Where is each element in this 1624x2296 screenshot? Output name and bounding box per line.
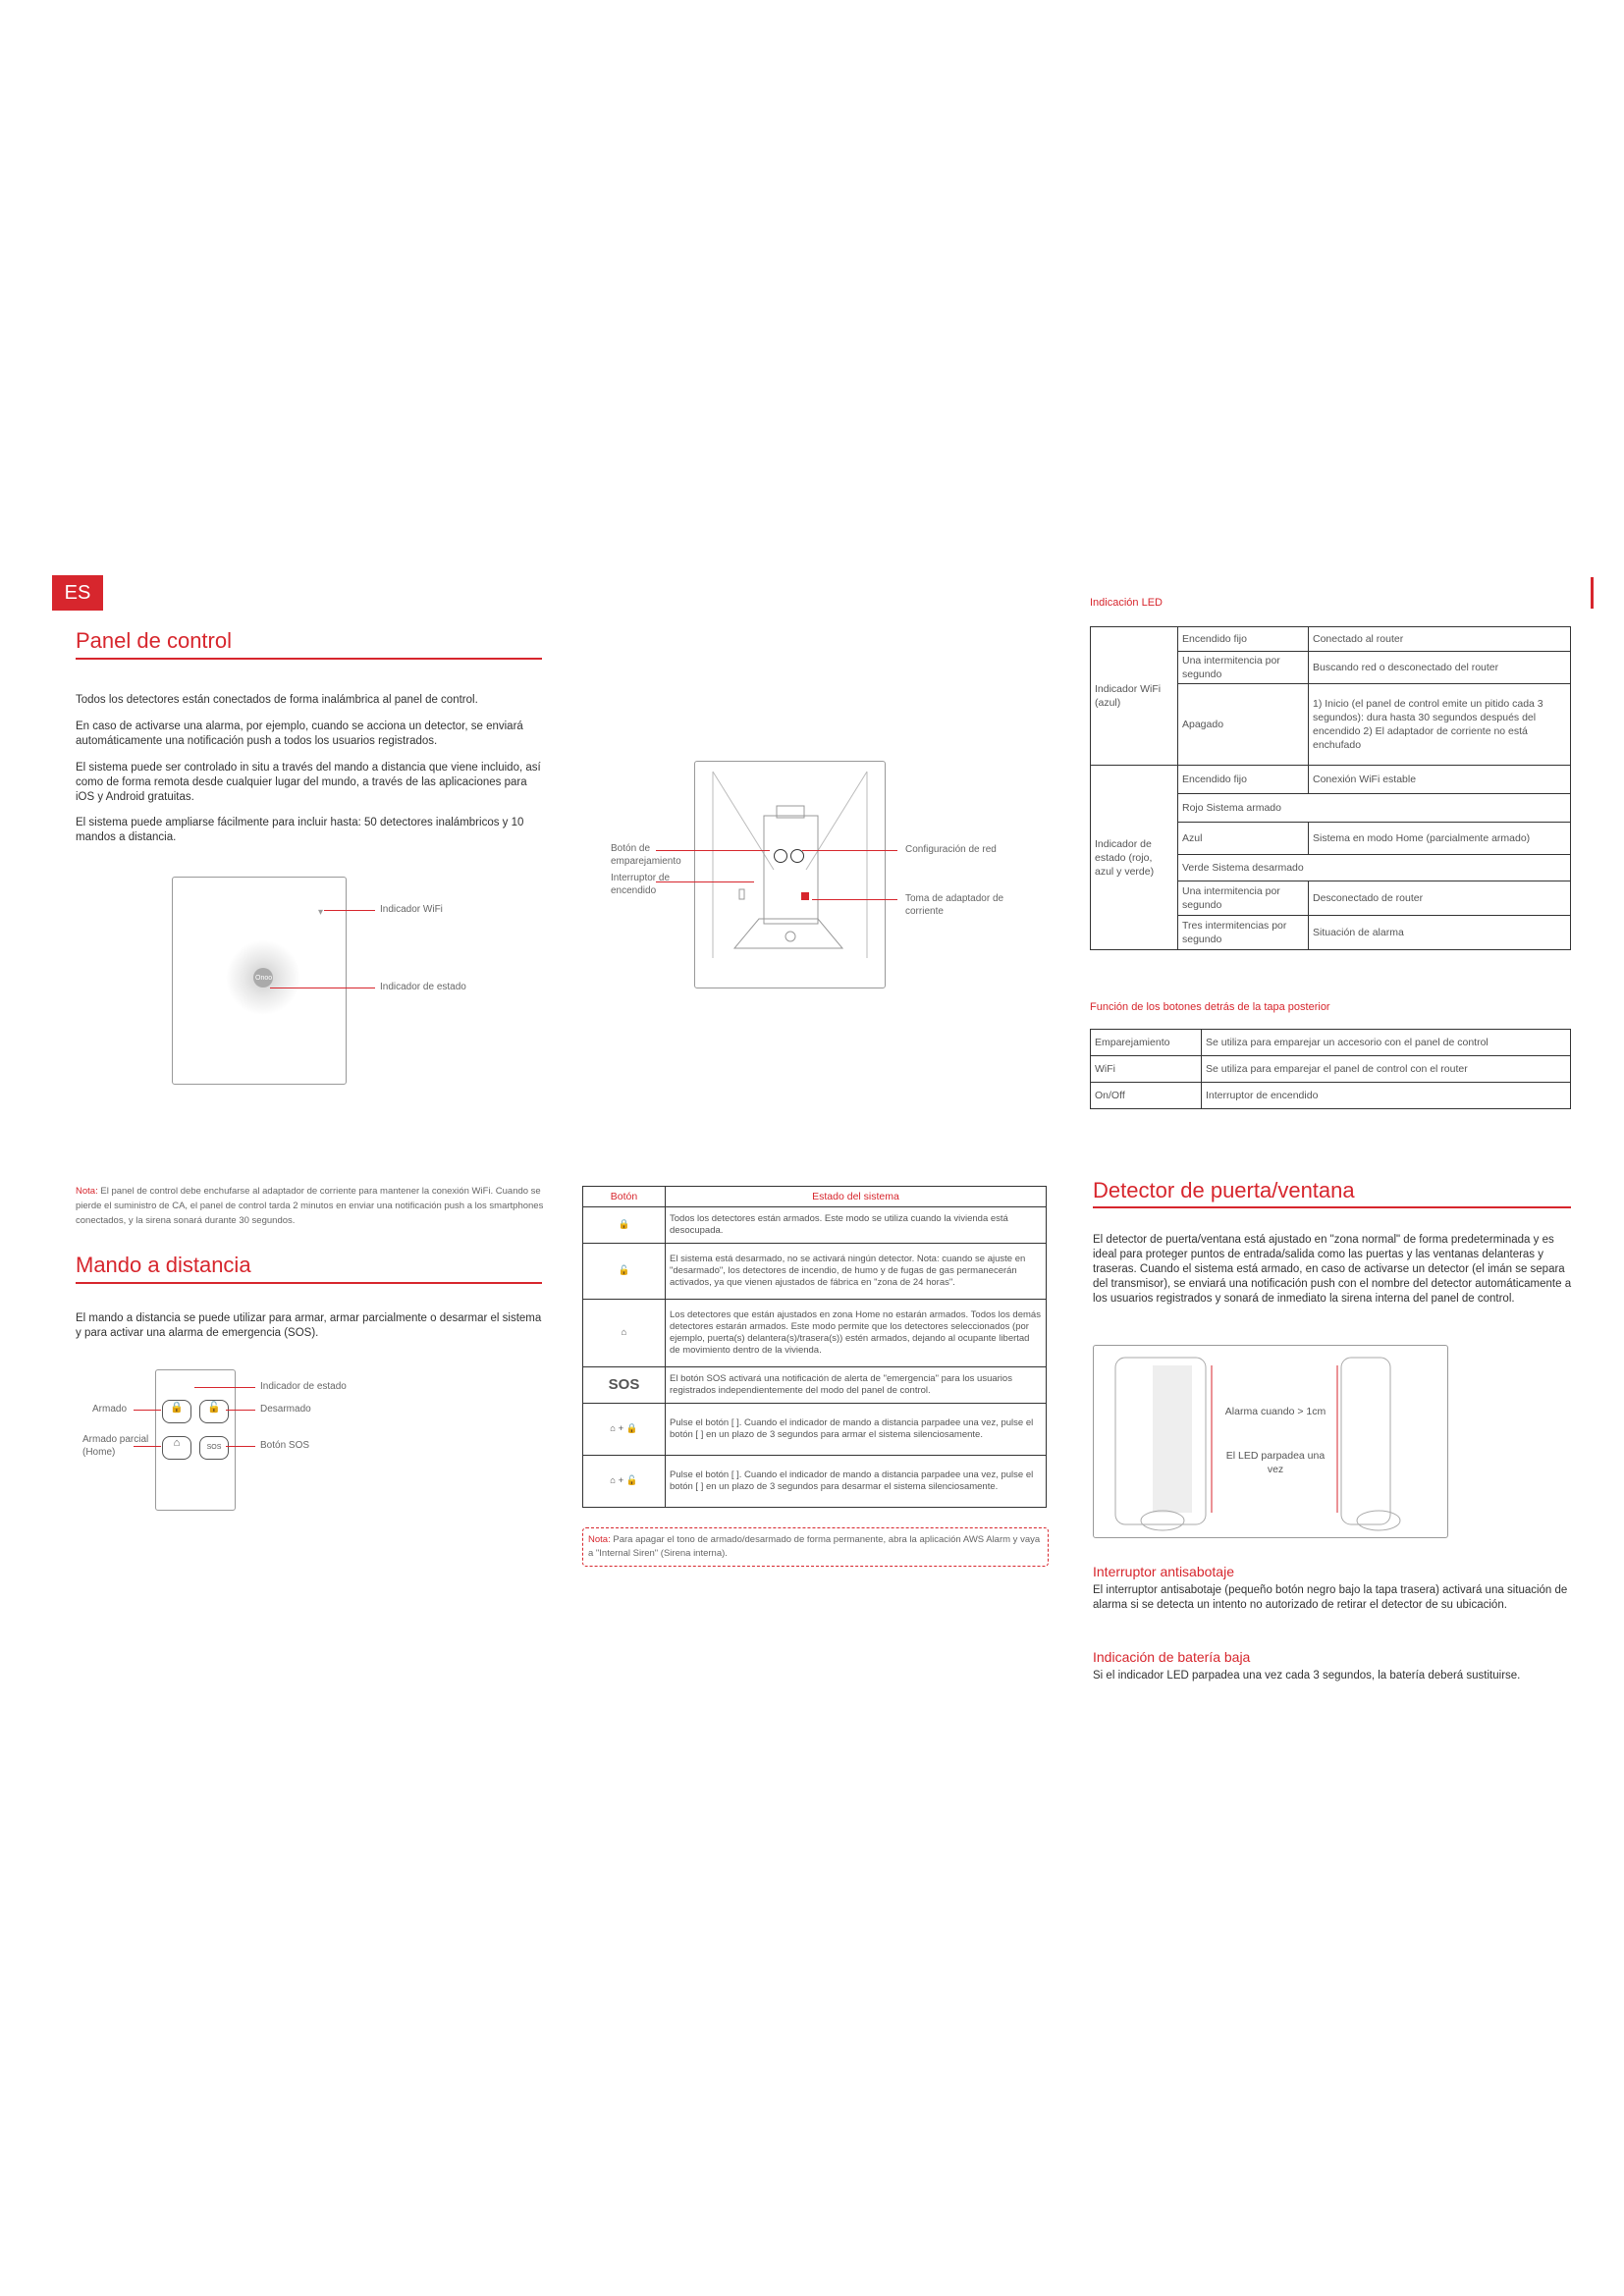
battery-title: Indicación de batería baja (1093, 1649, 1251, 1665)
led-wifi-state-1: Encendido fijo (1178, 627, 1309, 652)
door-alarm-label: Alarma cuando > 1cm (1224, 1406, 1326, 1417)
func-desc-1: Se utiliza para emparejar un accesorio con el panel de control (1202, 1030, 1571, 1056)
panel-title: Panel de control (76, 628, 232, 653)
func-table (1090, 1029, 1571, 1109)
home-plus-open-icon: ⌂ + 🔓 (583, 1456, 666, 1508)
led-table (1090, 626, 1571, 950)
btn-table-desc-6: Pulse el botón [ ]. Cuando el indicador de mando a distancia parpadee una vez, pulse el botón [ ] en un plazo de 3 segundos para desarmar el sistema silenciosamente. (666, 1456, 1047, 1508)
label-remote-armed: Armado (92, 1404, 128, 1415)
led-wifi-desc-3: 1) Inicio (el panel de control emite un pitido cada 3 segundos): dura hasta 30 segundos después del encendido 2) El adaptador de corriente no está enchufado (1309, 684, 1571, 766)
door-title-rule (1093, 1206, 1571, 1208)
led-wifi-group: Indicador WiFi (azul) (1091, 627, 1178, 766)
remote-title: Mando a distancia (76, 1253, 251, 1277)
label-power-switch: Interruptor de encendido (611, 873, 671, 896)
note-siren-text: Para apagar el tono de armado/desarmado de forma permanente, abra la aplicación AWS Alarm y vaya a "Internal Siren" (Sirena interna). (588, 1534, 1041, 1559)
func-desc-2: Se utiliza para emparejar el panel de control con el router (1202, 1056, 1571, 1083)
device-logo: Onoo (255, 975, 273, 982)
home-plus-lock-icon: ⌂ + 🔒 (583, 1404, 666, 1456)
btn-table-desc-5: Pulse el botón [ ]. Cuando el indicador de mando a distancia parpadee una vez, pulse el botón [ ] en un plazo de 3 segundos para armar el sistema silenciosamente. (666, 1404, 1047, 1456)
led-wifi-desc-2: Buscando red o desconectado del router (1309, 652, 1571, 684)
led-status-desc-5: Desconectado de router (1309, 881, 1571, 916)
func-name-3: On/Off (1091, 1083, 1202, 1109)
control-panel-front-illustration (172, 877, 347, 1085)
wifi-config-button (790, 849, 804, 863)
led-status-desc-1: Conexión WiFi estable (1309, 766, 1571, 794)
func-desc-3: Interruptor de encendido (1202, 1083, 1571, 1109)
label-remote-partial: Armado parcial (Home) (82, 1434, 149, 1458)
tamper-text: El interruptor antisabotaje (pequeño botón negro bajo la tapa trasera) activará una situación de alarma si se detecta un intento no autorizado de retirar el detector de su ubicación. (1093, 1584, 1568, 1611)
btn-table-desc-1: Todos los detectores están armados. Este modo se utiliza cuando la vivienda está desocupada. (666, 1207, 1047, 1244)
label-status-indicator: Indicador de estado (380, 982, 466, 992)
btn-table-desc-2: El sistema está desarmado, no se activará ningún detector. Nota: cuando se ajuste en "desarmado", los detectores de incendio, de humo y de fugas de gas permanecerán activados, ya que vienen ajustados de fábrica en "zona de 24 horas". (666, 1244, 1047, 1300)
label-pair-button: Botón de emparejamiento (611, 843, 681, 867)
label-remote-sos: Botón SOS (260, 1440, 310, 1451)
panel-para-3: El sistema puede ser controlado in situ a través del mando a distancia que viene incluido, así como de forma remota desde cualquier lugar del mundo, a través de las aplicaciones para iOS y Android gratuitas. (76, 762, 541, 803)
note-ac-label: Nota: (76, 1186, 98, 1197)
func-table-title: Función de los botones detrás de la tapa posterior (1090, 1001, 1330, 1013)
led-status-state-4: Verde Sistema desarmado (1178, 855, 1571, 881)
led-wifi-desc-1: Conectado al router (1309, 627, 1571, 652)
door-para: El detector de puerta/ventana está ajustado en "zona normal" de forma predeterminada y es ideal para proteger puntos de entrada/salida como las puertas y las ventanas delanteras y traseras. Cuando el sistema está armado, en caso de activarse un detector (el imán se separa del transmisor), se enviará una notificación push con el nombre del detector automáticamente a los usuarios registrados y sonará de inmediato la sirena interna del panel de control. (1093, 1234, 1572, 1305)
door-led-label: El LED parpadea una vez (1225, 1450, 1326, 1475)
led-wifi-state-3: Apagado (1178, 684, 1309, 766)
tamper-title: Interruptor antisabotaje (1093, 1564, 1234, 1579)
led-status-desc-3: Sistema en modo Home (parcialmente armado) (1309, 823, 1571, 855)
led-status-state-5: Una intermitencia por segundo (1178, 881, 1309, 916)
rear-panel-drawing (695, 762, 885, 988)
remote-disarm-button: 🔓 (199, 1400, 229, 1423)
remote-illustration (155, 1369, 236, 1511)
led-wifi-state-2: Una intermitencia por segundo (1178, 652, 1309, 684)
panel-para-1: Todos los detectores están conectados de forma inalámbrica al panel de control. (76, 694, 478, 706)
panel-para-2: En caso de activarse una alarma, por ejemplo, cuando se acciona un detector, se enviará automáticamente una notificación push a todos los usuarios registrados. (76, 721, 523, 747)
led-table-title: Indicación LED (1090, 597, 1163, 609)
sos-icon: SOS (583, 1367, 666, 1404)
label-wifi-indicator: Indicador WiFi (380, 904, 443, 915)
door-sensor-illustration (1093, 1345, 1448, 1538)
panel-title-rule (76, 658, 542, 660)
remote-title-rule (76, 1282, 542, 1284)
lock-closed-icon: 🔒 (583, 1207, 666, 1244)
remote-home-button: ⌂ (162, 1436, 191, 1460)
note-siren-label: Nota: (588, 1534, 611, 1545)
remote-arm-button: 🔒 (162, 1400, 191, 1423)
btn-table-header-state: Estado del sistema (666, 1187, 1047, 1207)
battery-text: Si el indicador LED parpadea una vez cada 3 segundos, la batería deberá sustituirse. (1093, 1670, 1521, 1682)
pair-button (774, 849, 787, 863)
panel-para-4: El sistema puede ampliarse fácilmente para incluir hasta: 50 detectores inalámbricos y 10 mandos a distancia. (76, 817, 524, 843)
led-status-state-2: Rojo Sistema armado (1178, 794, 1571, 823)
door-sensor-drawing (1094, 1346, 1447, 1537)
led-status-group: Indicador de estado (rojo, azul y verde) (1091, 766, 1178, 950)
door-title: Detector de puerta/ventana (1093, 1178, 1355, 1202)
note-siren (582, 1527, 1049, 1567)
home-lock-icon: ⌂ (583, 1300, 666, 1367)
label-remote-indicator: Indicador de estado (260, 1381, 347, 1392)
func-name-1: Emparejamiento (1091, 1030, 1202, 1056)
func-name-2: WiFi (1091, 1056, 1202, 1083)
btn-table-desc-3: Los detectores que están ajustados en zona Home no estarán armados. Todos los demás detectores estarán armados. Este modo permite que los detectores seleccionados (por ejemplo, puerta(s) delantera(s)/trasera(s)) estén armados, dejando al ocupante libertad de movimiento dentro de la vivienda. (666, 1300, 1047, 1367)
label-power-socket: Toma de adaptador de corriente (905, 893, 1004, 917)
control-panel-rear-illustration (694, 761, 886, 988)
lock-open-icon: 🔓 (583, 1244, 666, 1300)
note-ac-power (76, 1184, 547, 1228)
led-status-desc-6: Situación de alarma (1309, 916, 1571, 950)
led-status-state-3: Azul (1178, 823, 1309, 855)
wifi-icon: ▾ (318, 907, 324, 918)
led-status-state-1: Encendido fijo (1178, 766, 1309, 794)
btn-table-desc-4: El botón SOS activará una notificación de alerta de "emergencia" para los usuarios registrados independientemente del modo del panel de control. (666, 1367, 1047, 1404)
remote-buttons-table (582, 1186, 1047, 1508)
note-ac-text: El panel de control debe enchufarse al adaptador de corriente para mantener la conexión WiFi. Cuando se pierde el suministro de CA, el panel de control tarda 2 minutos en enviar una notificación push a los smartphones conectados, y la sirena sonará durante 30 segundos. (76, 1186, 544, 1226)
page-marker (1591, 577, 1594, 609)
language-badge: ES (52, 575, 103, 611)
btn-table-header-button: Botón (583, 1187, 666, 1207)
remote-sos-button: SOS (199, 1436, 229, 1460)
label-remote-disarmed: Desarmado (260, 1404, 311, 1415)
remote-para: El mando a distancia se puede utilizar para armar, armar parcialmente o desarmar el sistema y para activar una alarma de emergencia (SOS). (76, 1312, 542, 1339)
led-status-state-6: Tres intermitencias por segundo (1178, 916, 1309, 950)
label-network-config: Configuración de red (905, 844, 997, 855)
